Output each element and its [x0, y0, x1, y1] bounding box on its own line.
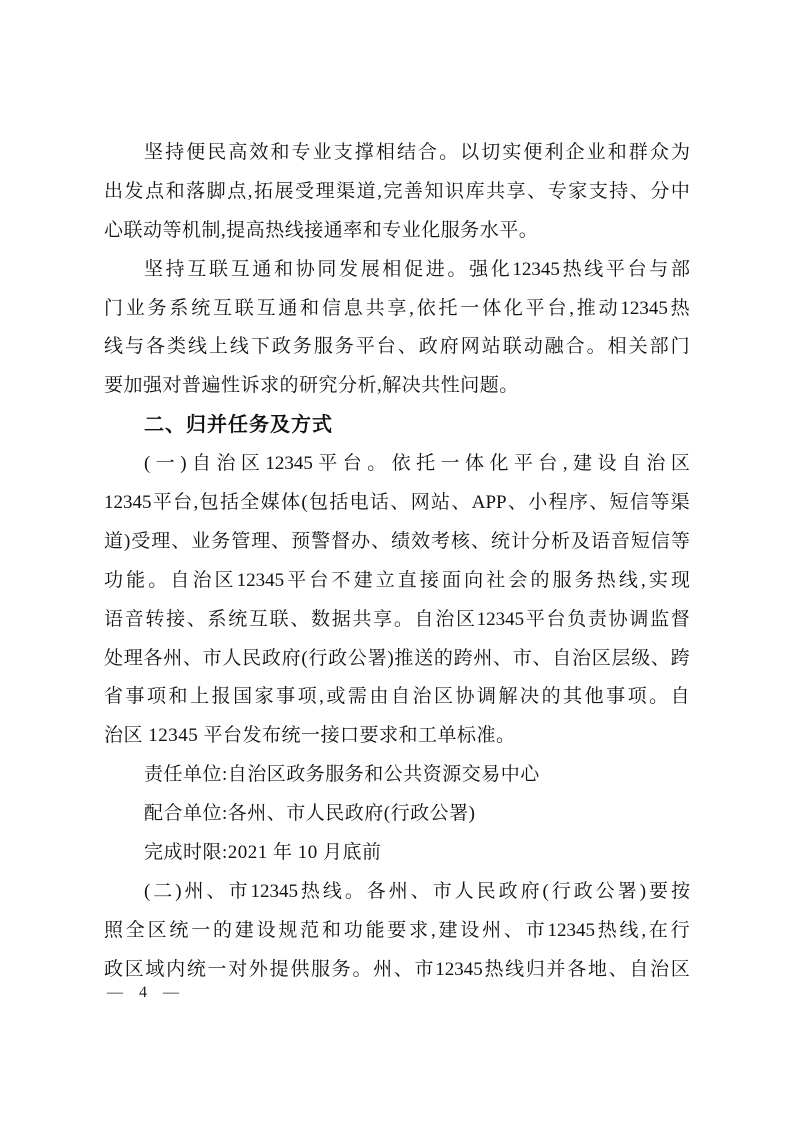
- text-line: ( 二 ) 州 、 市 12345 热 线 。 各 州 、 市 人 民 政 府 ( 行 政 公 署 ) 要 按: [144, 880, 690, 902]
- text-line: 门 业 务 系 统 互 联 互 通 和 信 息 共 享 , 依 托 一 体 化 平 台 , 推 动 12345 热: [104, 297, 690, 319]
- section-heading: 二、归并任务及方式: [144, 414, 333, 437]
- responsible-unit-line: 责任单位:自治区政务服务和公共资源交易中心: [144, 764, 540, 786]
- text-line: 12345 平 台 , 包 括 全 媒 体 ( 包 括 电 话 、 网 站 、 APP 、 小 程 序 、 短 信 等 渠: [104, 492, 690, 514]
- text-line: 语 音 转 接 、 系 统 互 联 、 数 据 共 享 。 自 治 区 12345 平 台 负 责 协 调 监 督: [104, 608, 690, 630]
- text-line: 坚 持 便 民 高 效 和 专 业 支 撑 相 结 合 。 以 切 实 便 利 企 业 和 群 众 为: [144, 142, 690, 163]
- text-line: 省 事 项 和 上 报 国 家 事 项 , 或 需 由 自 治 区 协 调 解 决 的 其 他 事 项 。 自: [104, 686, 690, 708]
- text-line: 功 能 。 自 治 区 12345 平 台 不 建 立 直 接 面 向 社 会 的 服 务 热 线 , 实 现: [104, 569, 690, 591]
- text-line: 要加强对普遍性诉求的研究分析,解决共性问题。: [104, 375, 519, 397]
- text-line: 出 发 点 和 落 脚 点 , 拓 展 受 理 渠 道 , 完 善 知 识 库 共 享 、 专 家 支 持 、 分 中: [104, 180, 690, 202]
- page-number: — 4 —: [107, 984, 181, 1001]
- text-line: 处 理 各 州 、 市 人 民 政 府 ( 行 政 公 署 ) 推 送 的 跨 州 、 市 、 自 治 区 层 级 、 跨: [104, 647, 690, 669]
- deadline-line: 完成时限:2021 年 10 月底前: [144, 842, 382, 864]
- text-line: 照 全 区 统 一 的 建 设 规 范 和 功 能 要 求 , 建 设 州 、 市 12345 热 线 , 在 行: [104, 919, 690, 941]
- cooperating-unit-line: 配合单位:各州、市人民政府(行政公署): [144, 803, 476, 825]
- text-line: 治区 12345 平台发布统一接口要求和工单标准。: [104, 725, 516, 747]
- text-line: 心联动等机制,提高热线接通率和专业化服务水平。: [104, 219, 539, 241]
- text-block: [104, 134, 690, 990]
- text-line: 坚 持 互 联 互 通 和 协 同 发 展 相 促 进 。 强 化 12345 热 线 平 台 与 部: [144, 258, 690, 280]
- text-line: 政 区 域 内 统 一 对 外 提 供 服 务 。 州 、 市 12345 热 线 归 并 各 地 、 自 治 区: [104, 958, 690, 980]
- text-line: 线 与 各 类 线 上 线 下 政 务 服 务 平 台 、 政 府 网 站 联 动 融 合 。 相 关 部 门: [104, 336, 690, 358]
- text-line: 道 ) 受 理 、 业 务 管 理 、 预 警 督 办 、 绩 效 考 核 、 统 计 分 析 及 语 音 短 信 等: [104, 530, 690, 552]
- text-line: ( 一 ) 自 治 区 12345 平 台 。 依 托 一 体 化 平 台 , 建 设 自 治 区: [144, 453, 690, 475]
